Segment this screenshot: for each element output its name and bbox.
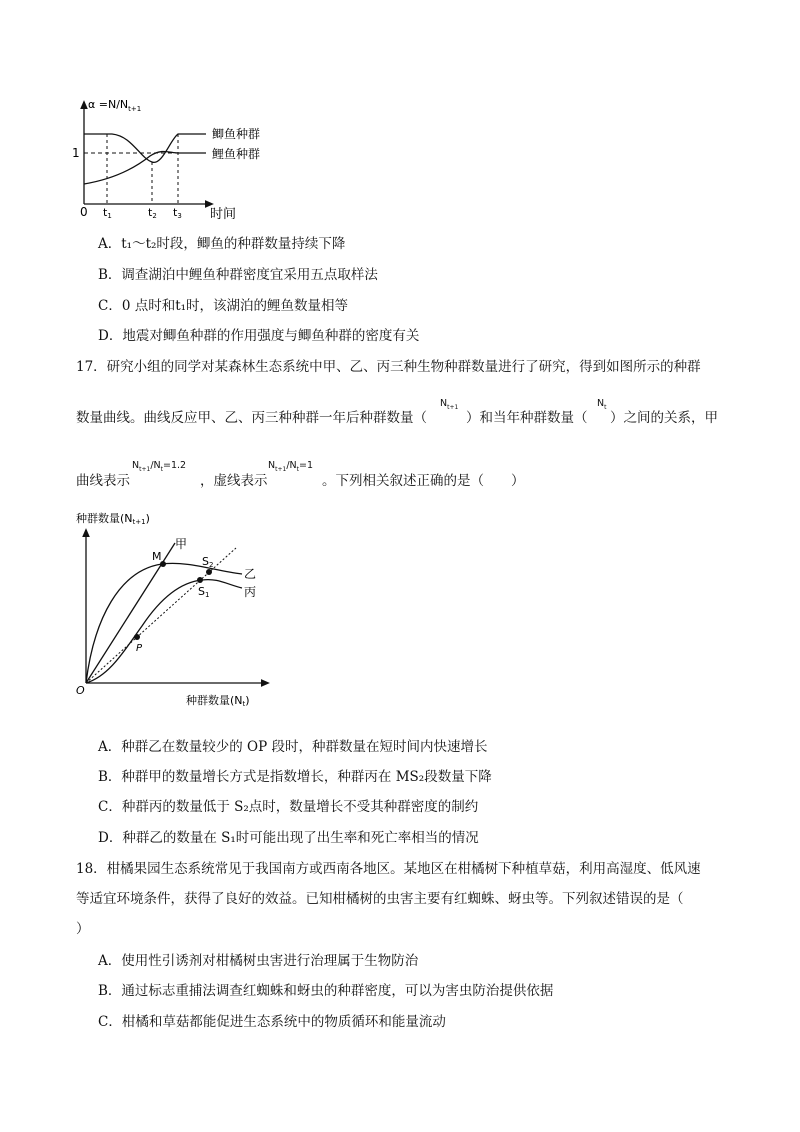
q17-stem-line1: 17．研究小组的同学对某森林生态系统中甲、乙、丙三种生物种群数量进行了研究，得到如图所示的种群 [76,359,701,375]
point-p [134,634,140,640]
curve-lower-series [84,151,206,184]
label-s2: S2 [202,555,214,569]
t2-label: t2 [148,206,157,220]
q18-stem-line2: 等适宜环境条件，获得了良好的效益。已知柑橘树的虫害主要有红蜘蛛、蚜虫等。下列叙述错误的是（ [76,891,684,907]
q16-option-c: C．0 点时和t₁时，该湖泊的鲤鱼数量相等 [98,298,349,314]
q17-stem-line2a: 数量曲线。曲线反应甲、乙、丙三种种群一年后种群数量（ [76,410,427,426]
q17-option-d: D．种群乙的数量在 S₁时可能出现了出生率和死亡率相当的情况 [98,830,479,846]
point-s2 [206,569,212,575]
label-yi: 乙 [244,567,257,581]
curve-bing [86,580,242,683]
q17-symbol-nt: $N_t$ [597,398,607,411]
dashed-line [86,548,236,683]
label-bing: 丙 [244,585,257,599]
label-jia: 甲 [175,537,188,551]
tick-one-label: 1 [72,146,80,160]
q18-option-c: C．柑橘和草菇都能促进生态系统中的物质循环和能量流动 [98,1014,446,1030]
origin-label: 0 [80,205,88,219]
label-s1: S1 [198,585,210,599]
q18-option-a: A．使用性引诱剂对柑橘树虫害进行治理属于生物防治 [98,953,419,969]
t1-label: t1 [103,206,112,220]
figure-population-curves [70,508,270,716]
q16-option-d: D．地震对鲫鱼种群的作用强度与鲫鱼种群的密度有关 [98,328,420,344]
label-m: M [152,550,162,563]
q17-option-c: C．种群丙的数量低于 S₂点时，数量增长不受其种群密度的制约 [98,799,479,815]
q17-option-b: B．种群甲的数量增长方式是指数增长，种群丙在 MS₂段数量下降 [98,769,492,785]
q17-expr-dashed: $N_{t+1}/N_t=1$ [268,460,313,473]
q17-symbol-nt1: $N_{t+1}$ [440,398,459,411]
origin-label: O [76,684,85,697]
series-lower-label: 鲤鱼种群 [212,147,261,161]
q17-expr-jia: $N_{t+1}/N_t=1.2$ [132,460,187,473]
y-axis-label: 种群数量(Nt+1) [76,512,150,526]
q17-stem-line3b: ，虚线表示 [200,473,268,489]
y-axis-label: $\alpha =N/N_{t+1}$ [88,98,142,113]
q17-stem-line3a: 曲线表示 [76,473,130,489]
q18-stem-line1: 18．柑橘果园生态系统常见于我国南方或西南各地区。某地区在柑橘树下种植草菇，利用高湿度、低风速 [76,861,701,877]
figure-alpha-time [60,92,300,224]
q17-stem-line2c: ）之间的关系，甲 [610,410,718,426]
label-p: P [136,643,143,654]
q17-stem-line2b: ）和当年种群数量（ [466,410,588,426]
t3-label: t3 [173,206,182,220]
x-axis-label: 种群数量(Nt) [186,694,250,708]
x-axis-label: 时间 [210,207,237,222]
series-upper-label: 鲫鱼种群 [212,127,261,141]
point-s1 [197,577,203,583]
q16-option-a: A．t₁～t₂时段，鲫鱼的种群数量持续下降 [98,236,346,252]
curve-upper-series [84,134,206,162]
q17-option-a: A．种群乙在数量较少的 OP 段时，种群数量在短时间内快速增长 [98,739,488,755]
q18-stem-line3: ） [76,921,90,937]
q18-option-b: B．通过标志重捕法调查红蜘蛛和蚜虫的种群密度，可以为害虫防治提供依据 [98,983,554,999]
q17-stem-line3c: 。下列相关叙述正确的是（ ） [322,473,525,489]
q16-option-b: B．调查湖泊中鲤鱼种群密度宜采用五点取样法 [98,267,378,283]
